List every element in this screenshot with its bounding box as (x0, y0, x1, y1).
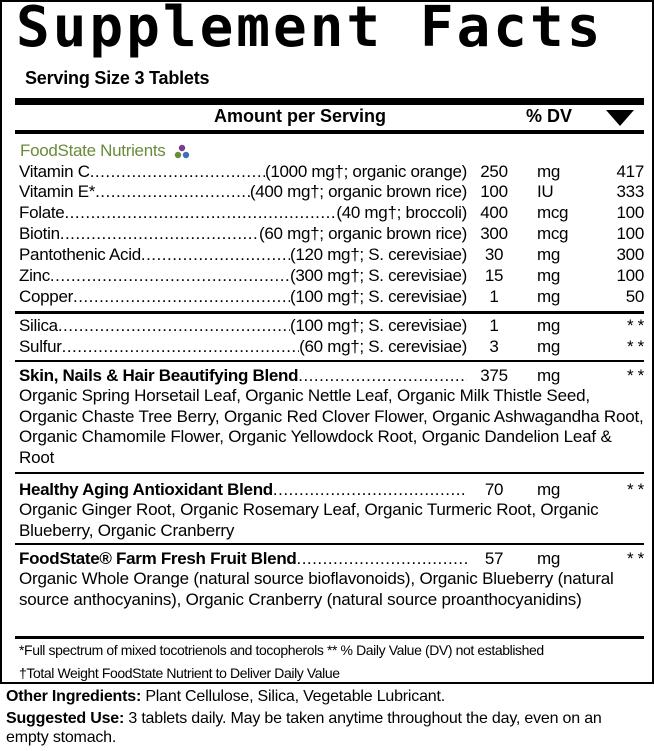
nutrient-dv: 100 (616, 224, 644, 243)
nutrient-name: Sulfur (19, 337, 62, 356)
blend-ingredients: Organic Ginger Root, Organic Rosemary Leaf, Organic Turmeric Root, Organic Blueberry, Organic Cranberry (19, 500, 599, 540)
nutrient-source: (60 mg†; organic brown rice) (259, 224, 467, 243)
nutrient-dv: 100 (616, 266, 644, 285)
triangle-down-icon (606, 110, 634, 126)
nutrient-unit: IU (537, 182, 554, 201)
nutrient-source: (100 mg†; S. cerevisiae) (289, 287, 467, 306)
nutrient-dv: 300 (616, 245, 644, 264)
leader-dots (296, 549, 467, 569)
nutrient-unit: mg (537, 480, 561, 499)
nutrient-amount: 3 (489, 337, 499, 356)
other-ingredients-text: Plant Cellulose, Silica, Vegetable Lubricant. (141, 688, 445, 705)
nutrient-unit: mcg (537, 203, 569, 222)
section-title (20, 141, 190, 161)
nutrient-source: (300 mg†; S. cerevisiae) (289, 266, 467, 285)
nutrient-dv: * * (626, 337, 644, 356)
nutrient-unit: mg (537, 366, 561, 385)
nutrient-label (19, 224, 467, 244)
foodstate-swirl-icon (174, 144, 190, 160)
nutrient-amount: 70 (484, 480, 504, 499)
nutrient-unit: mg (537, 337, 561, 356)
nutrient-unit: mg (537, 549, 561, 568)
header-divider (15, 130, 644, 134)
nutrient-label (19, 316, 467, 336)
nutrient-source: (120 mg†; S. cerevisiae) (289, 245, 467, 264)
nutrient-label (19, 337, 467, 357)
leader-dots (90, 162, 265, 182)
nutrient-label (19, 287, 467, 307)
section-title-text: FoodState Nutrients (20, 141, 166, 160)
nutrient-dv: * * (626, 316, 644, 335)
nutrient-amount: 375 (480, 366, 508, 385)
nutrient-label (19, 266, 467, 286)
nutrient-name: Silica (19, 316, 58, 335)
nutrient-source: (400 mg†; organic brown rice) (249, 182, 467, 201)
leader-dots (62, 337, 300, 357)
blend-ingredients: Organic Whole Orange (natural source bioflavonoids), Organic Blueberry (natural source anthocyanins), Organic Cranberry (natural source proanthocyanidins) (19, 569, 614, 609)
nutrient-dv: 333 (616, 182, 644, 201)
nutrient-label (19, 203, 467, 223)
nutrient-unit: mg (537, 245, 561, 264)
nutrient-label (19, 480, 467, 500)
row-divider (15, 360, 644, 362)
leader-dots (141, 245, 290, 265)
nutrient-dv: 100 (616, 203, 644, 222)
nutrient-amount: 1 (489, 316, 499, 335)
nutrient-unit: mg (537, 287, 561, 306)
leader-dots (95, 182, 250, 202)
nutrient-name: FoodState® Farm Fresh Fruit Blend (19, 549, 297, 568)
other-ingredients-label: Other Ingredients: (6, 688, 142, 705)
nutrient-name: Healthy Aging Antioxidant Blend (19, 480, 273, 499)
serving-size: Serving Size 3 Tablets (25, 68, 210, 88)
nutrient-dv: 50 (625, 287, 644, 306)
nutrient-dv: * * (626, 366, 644, 385)
nutrient-source: (1000 mg†; organic orange) (265, 162, 467, 181)
suggested-use-label: Suggested Use: (6, 710, 125, 727)
nutrient-name: Folate (19, 203, 65, 222)
leader-dots (273, 480, 467, 500)
nutrient-amount: 57 (484, 549, 504, 568)
nutrient-name: Skin, Nails & Hair Beautifying Blend (19, 366, 299, 385)
nutrient-label (19, 182, 467, 202)
nutrient-unit: mcg (537, 224, 569, 243)
nutrient-name: Pantothenic Acid (19, 245, 141, 264)
nutrient-unit: mg (537, 316, 561, 335)
suggested-use (6, 709, 646, 747)
footnote-2: †Total Weight FoodState Nutrient to Deliver Daily Value (19, 665, 340, 681)
nutrient-amount: 15 (484, 266, 504, 285)
nutrient-dv: * * (626, 480, 644, 499)
leader-dots (298, 366, 467, 386)
nutrient-dv: 417 (616, 162, 644, 181)
nutrient-unit: mg (537, 266, 561, 285)
nutrient-label (19, 366, 467, 386)
nutrient-source: (40 mg†; broccoli) (336, 203, 467, 222)
nutrient-name: Vitamin C (19, 162, 90, 181)
footer-divider (15, 636, 644, 639)
leader-dots (50, 266, 290, 286)
nutrient-unit: mg (537, 162, 561, 181)
nutrient-amount: 100 (480, 182, 508, 201)
nutrient-name: Biotin (19, 224, 60, 243)
leader-dots (64, 203, 336, 223)
suggested-use-text: 3 tablets daily. May be taken anytime throughout the day, even on an empty stomach. (6, 710, 602, 746)
thick-divider (15, 98, 644, 105)
nutrient-amount: 30 (484, 245, 504, 264)
blend-divider (15, 472, 644, 474)
amount-header: Amount per Serving (214, 106, 387, 126)
other-ingredients (6, 687, 646, 706)
leader-dots (73, 287, 290, 307)
leader-dots (60, 224, 259, 244)
nutrient-label (19, 162, 467, 182)
leader-dots (58, 316, 290, 336)
nutrient-source: (100 mg†; S. cerevisiae) (289, 316, 467, 335)
nutrient-amount: 400 (480, 203, 508, 222)
nutrient-source: (60 mg†; S. cerevisiae) (299, 337, 467, 356)
nutrient-amount: 300 (480, 224, 508, 243)
nutrient-name: Vitamin E* (19, 182, 96, 201)
nutrient-amount: 1 (489, 287, 499, 306)
dv-header: % DV (526, 106, 573, 126)
section-divider (15, 311, 644, 314)
nutrient-dv: * * (626, 549, 644, 568)
nutrient-name: Zinc (19, 266, 50, 285)
panel-title: Supplement Facts (16, 0, 604, 60)
nutrient-amount: 250 (480, 162, 508, 181)
blend-ingredients: Organic Spring Horsetail Leaf, Organic Nettle Leaf, Organic Milk Thistle Seed, Organic Chaste Tree Berry, Organic Red Clover Flower, Organic Ashwagandha Root, Organic Chamomile Flower, Organic Yellowdock Root, Organic Dandelion Leaf & Root (19, 386, 644, 467)
blend-divider (15, 543, 644, 545)
footnote-1: *Full spectrum of mixed tocotrienols and tocopherols ** % Daily Value (DV) not established (19, 642, 544, 658)
nutrient-name: Copper (19, 287, 73, 306)
nutrient-label (19, 549, 467, 569)
nutrient-label (19, 245, 467, 265)
